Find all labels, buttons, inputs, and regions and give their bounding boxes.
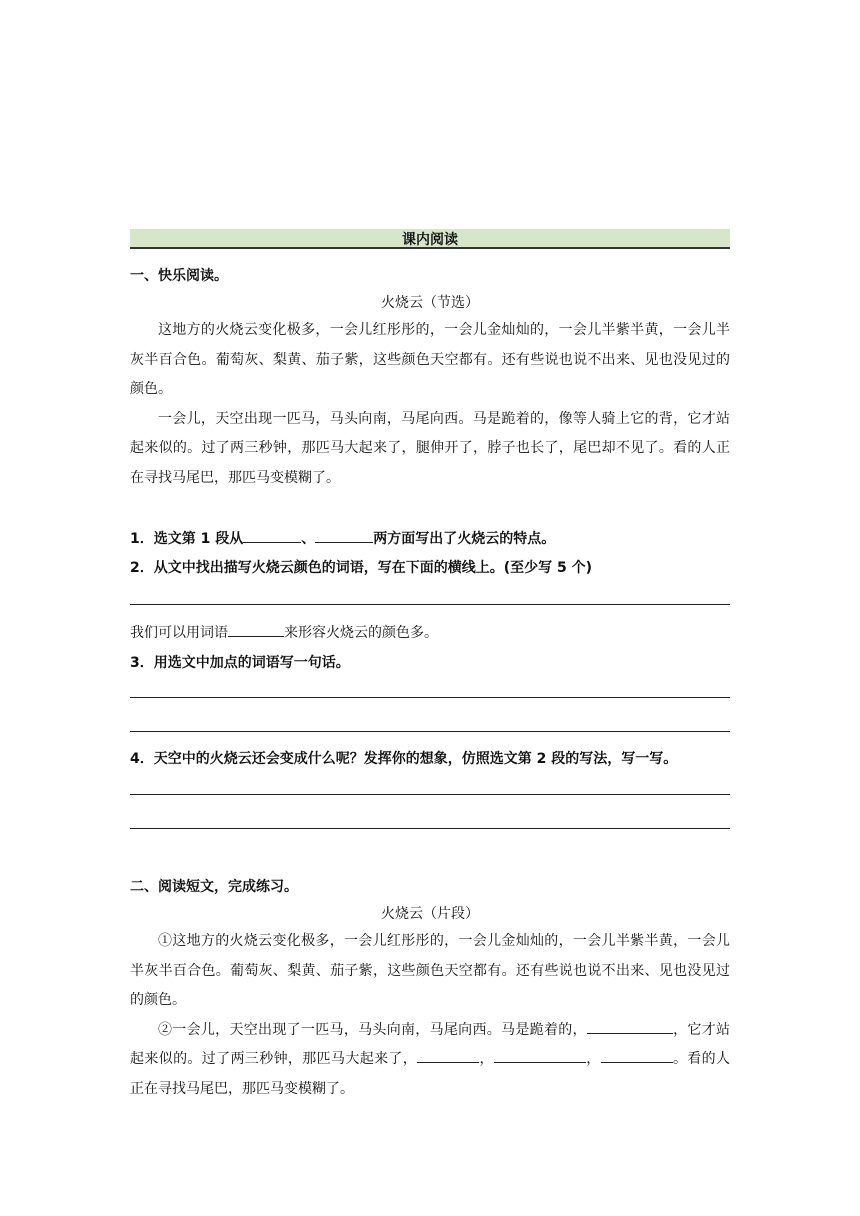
q1-text-b: 、: [301, 531, 316, 547]
q2-sub-blank[interactable]: [228, 624, 284, 637]
q1-blank-2[interactable]: [315, 530, 373, 543]
part1-passage: [130, 316, 730, 493]
part1-para2: 一会儿，天空出现一匹马，马头向南，马尾向西。马是跪着的，像等人骑上它的背，它才站起来似的。过了两三秒钟，那匹马大起来了，腿伸开了，脖子也长了，尾巴却不见了。看的人正在寻找马尾巴，那匹马变模糊了。: [130, 410, 730, 486]
q4-answer-line-2[interactable]: [130, 828, 730, 829]
q1-text-c: 两方面写出了火烧云的特点。: [373, 531, 556, 547]
part2-para2: [130, 1016, 730, 1105]
q2-sub: [130, 622, 730, 642]
part2-passage-title: 火烧云（片段）: [381, 906, 479, 922]
part2-passage: [130, 927, 730, 1104]
part1-para1: 这地方的火烧云变化极多，一会儿红彤彤的，一会儿金灿灿的，一会儿半紫半黄，一会儿半灰半百合色。葡萄灰、梨黄、茄子紫，这些颜色天空都有。还有些说也说不出来、见也没见过的颜色。: [130, 322, 730, 397]
q2-sub-text-a: 我们可以用词语: [130, 625, 228, 641]
q3-answer-line-2[interactable]: [130, 731, 730, 732]
part2-para2-text-b: ，它才站起来似的。过了两三秒钟，那匹马大起来了，: [130, 1021, 731, 1067]
q1-text-a: 1．选文第 1 段从: [130, 531, 244, 547]
part2-blank-2[interactable]: [417, 1050, 479, 1063]
part1-passage-title: 火烧云（节选）: [381, 295, 479, 311]
q3-answer-line-1[interactable]: [130, 697, 730, 698]
part2-para1: ①这地方的火烧云变化极多，一会儿红彤彤的，一会儿金灿灿的，一会儿半紫半黄，一会儿半灰半百合色。葡萄灰、梨黄、茄子紫，这些颜色天空都有。还有些说也说不出来、见也没见过的颜色。: [130, 933, 730, 1008]
question-2: 2．从文中找出描写火烧云颜色的词语，写在下面的横线上。(至少写 5 个): [130, 560, 593, 576]
q2-answer-line[interactable]: [130, 604, 730, 605]
question-3: 3．用选文中加点的词语写一句话。: [130, 655, 350, 671]
section-title: 课内阅读: [402, 232, 458, 248]
part2-para2-text-d: ，: [585, 1051, 601, 1067]
part2-blank-3[interactable]: [494, 1050, 586, 1063]
part2-para2-text-c: ，: [479, 1051, 494, 1067]
part1-heading: 一、快乐阅读。: [130, 268, 228, 284]
question-1: [130, 528, 730, 548]
part2-para2-text-a: ②一会儿，天空出现了一匹马，马头向南，马尾向西。马是跪着的，: [158, 1021, 587, 1038]
part2-para2-text-e: 。看的人正在寻找马尾巴，那匹马变模糊了。: [130, 1051, 731, 1097]
q1-blank-1[interactable]: [243, 530, 301, 543]
part2-heading: 二、阅读短文，完成练习。: [130, 879, 298, 895]
part2-blank-4[interactable]: [601, 1050, 673, 1063]
q2-sub-text-b: 来形容火烧云的颜色多。: [284, 625, 438, 641]
q4-answer-line-1[interactable]: [130, 794, 730, 795]
part2-blank-1[interactable]: [587, 1021, 673, 1034]
question-4: 4．天空中的火烧云还会变成什么呢？发挥你的想象，仿照选文第 2 段的写法，写一写。: [130, 751, 678, 767]
